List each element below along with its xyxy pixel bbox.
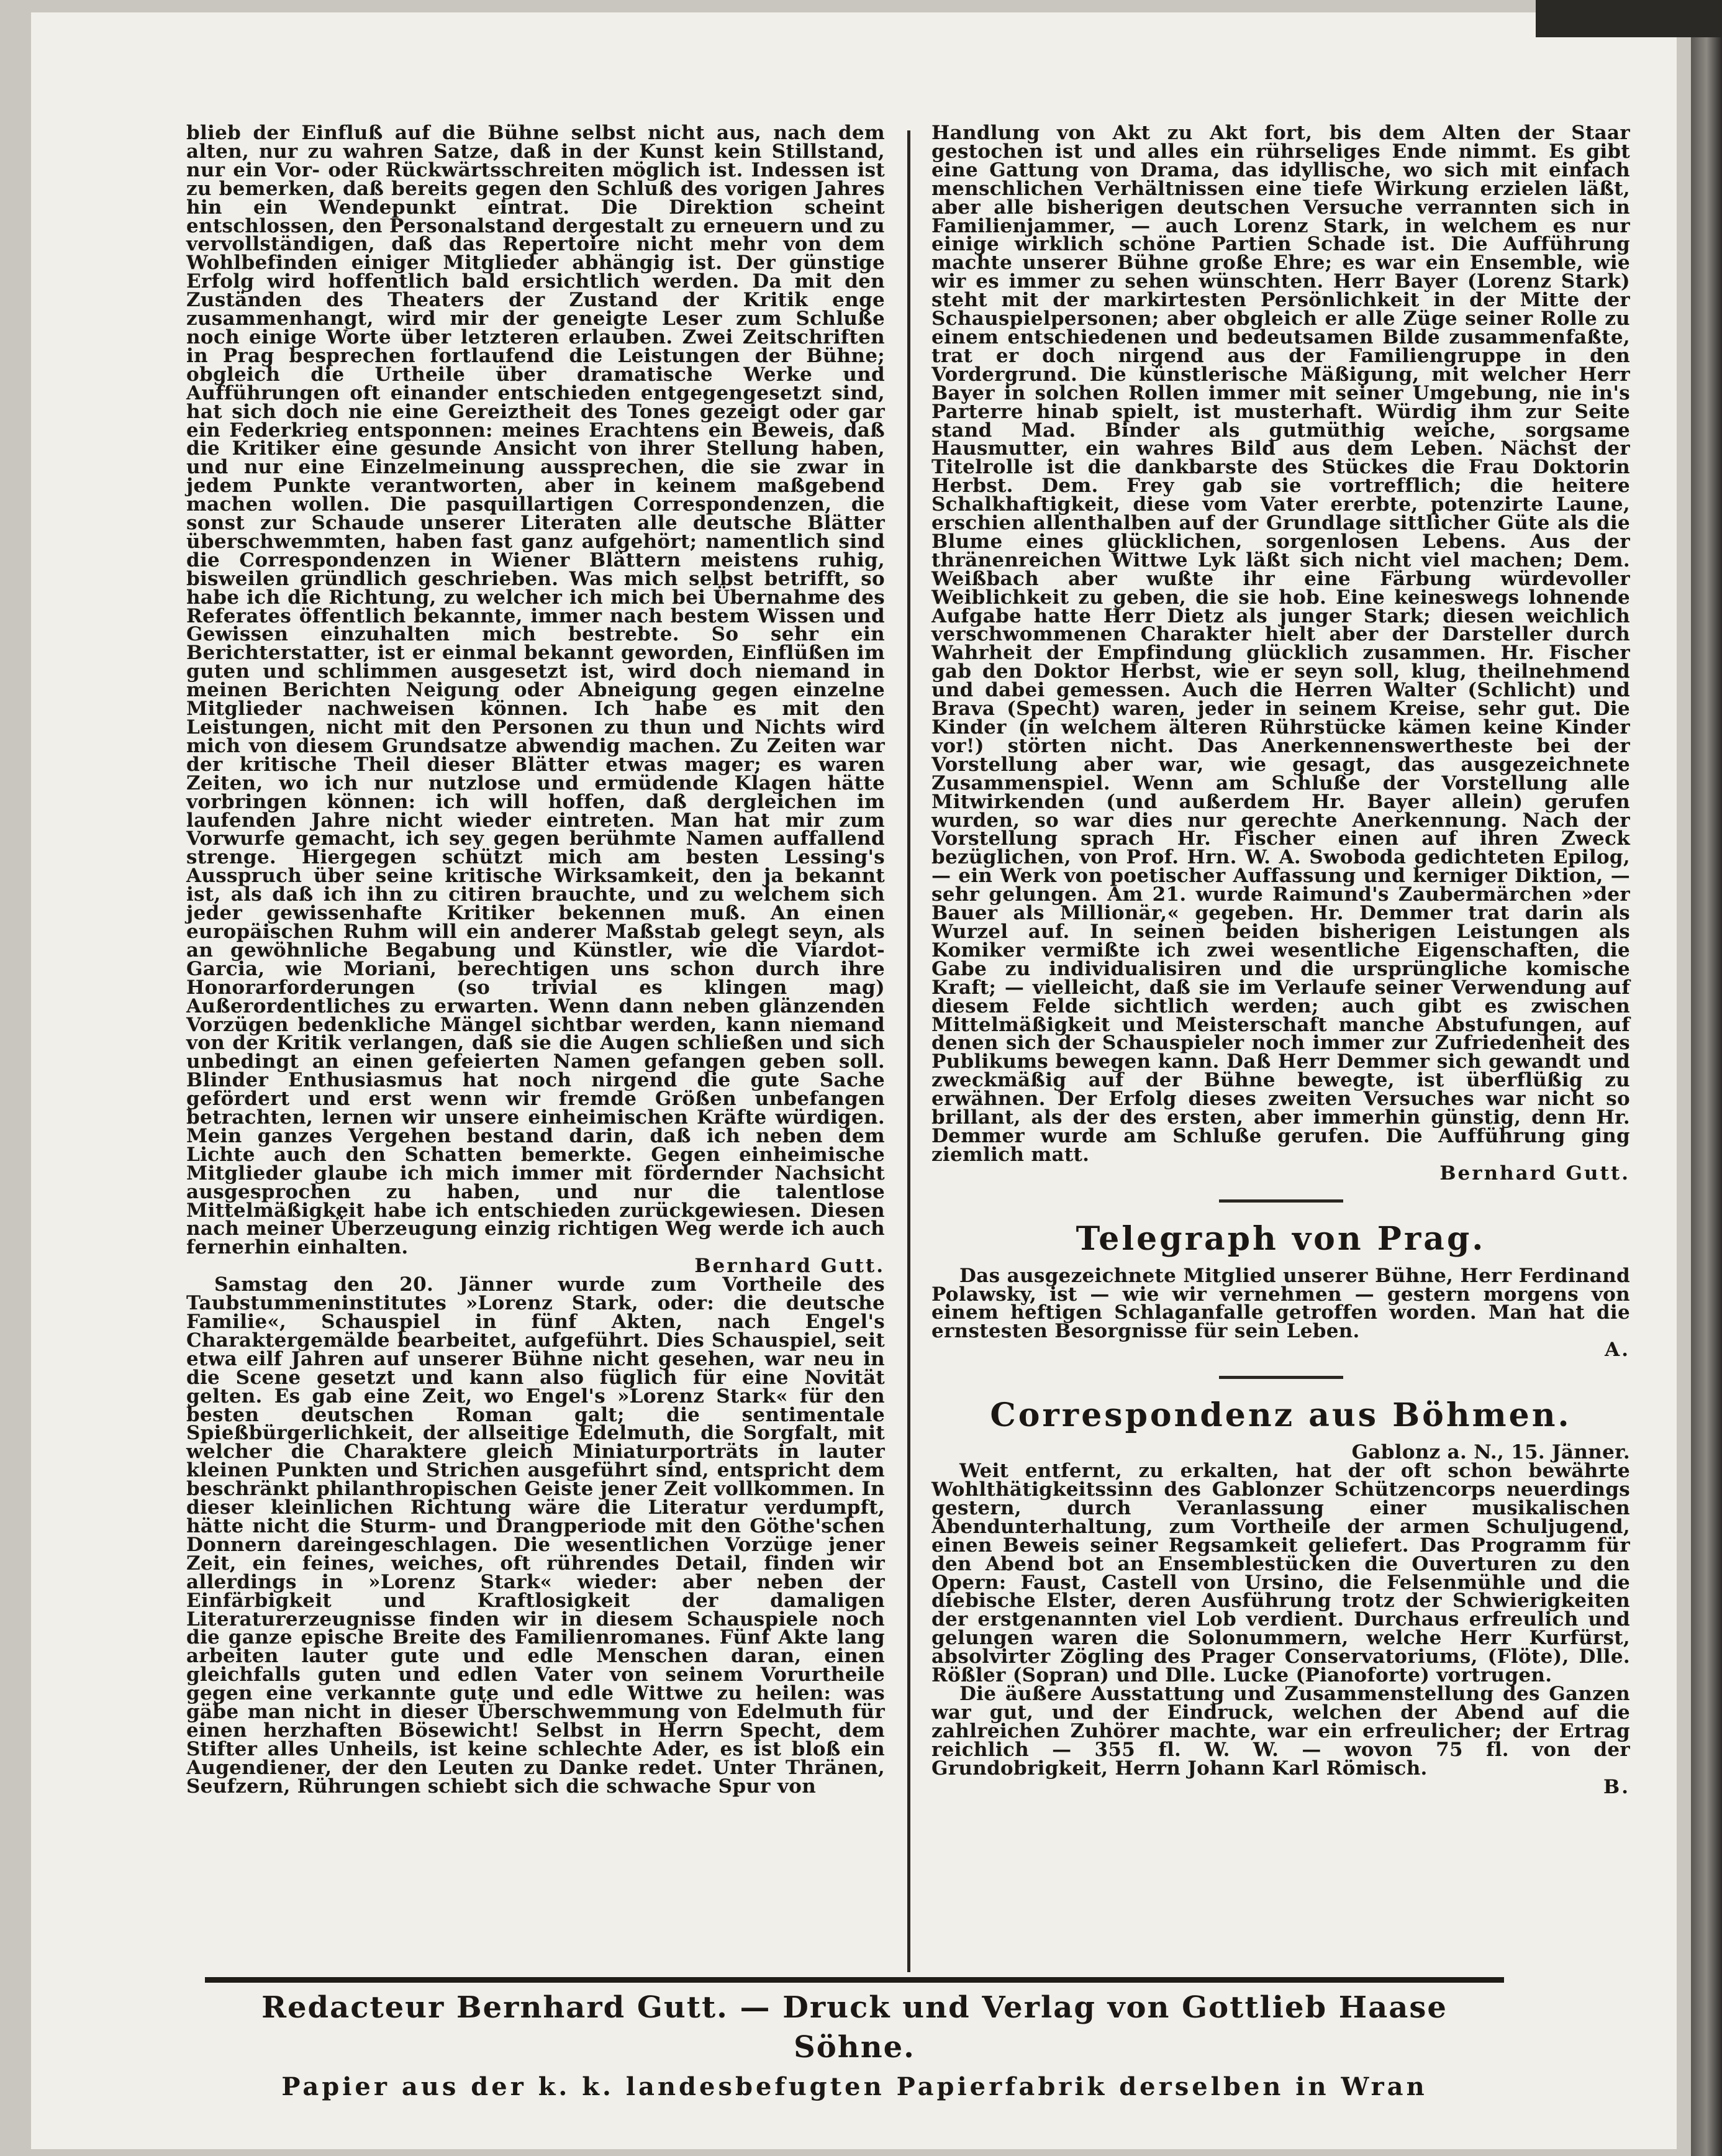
lorenz-stark-review-paragraph: Samstag den 20. Jänner wurde zum Vortheile des Taubstummeninstitutes »Lorenz Stark, oder: die deutsche Familie«, Schauspiel in fünf Akten, nach Engel's Charaktergemälde bearbeitet, aufgeführt. Dies Schauspiel, seit etwa eilf Jahren auf unserer Bühne nicht gesehen, war neu in die Scene gesetzt und kann also füglich für eine Novität gelten. Es gab eine Zeit, wo Engel's »Lorenz Stark« für den besten deutschen Roman galt; die sentimentale Spießbürgerlichkeit, der allseitige Edelmuth, die Sorgfalt, mit welcher die Charaktere gleich Miniaturporträts in lauter kleinen Punkten und Strichen ausgeführt sind, entspricht dem beschränkt philanthropischen Geiste jener Zeit vollkommen. In dieser kleinlichen Richtung wäre die Literatur verdumpft, hätte nicht die Sturm- und Drangperiode mit den Göthe'schen Donnern dareingeschlagen. Die wesentlichen Vorzüge jener Zeit, ein feines, weiches, oft rührendes Detail, finden wir allerdings in »Lorenz Stark« wieder: aber neben der Einfärbigkeit und Kraftlosigkeit der damaligen Literaturerzeugnisse finden wir in diesem Schauspiele noch die ganze epische Breite des Familienromanes. Fünf Akte lang arbeiten lauter gute und edle Menschen daran, einen gleichfalls guten und edlen Vater von seinem Vorurtheile gegen eine verkannte gute und edle Wittwe zu heilen: was gäbe man nicht in dieser Überschwemmung von Edelmuth für einen herzhaften Bösewicht! Selbst in Herrn Specht, dem Stifter alles Unheils, ist keine schlechte Ader, es ist bloß ein Augendiener, der den Leuten zu Danke redet. Unter Thränen, Seufzern, Rührungen schiebt sich die schwache Spur von (186, 1273, 885, 1798)
author-signature: Bernhard Gutt. (1439, 1162, 1630, 1185)
column-divider (907, 130, 910, 1972)
imprint-paper-line: Papier aus der k. k. landesbefugten Papierfabrik derselben in Wran (281, 2072, 1428, 2101)
page-edge (1691, 0, 1722, 2156)
author-signature: Bernhard Gutt. (694, 1255, 885, 1278)
left-column (186, 124, 885, 1796)
imprint (205, 1988, 1504, 2107)
lorenz-stark-review-continued: Handlung von Akt zu Akt fort, bis dem Alten der Staar gestochen ist und alles ein rührseliges Ende nimmt. Es gibt eine Gattung von Drama, das idyllische, wo sich mit einfach menschlichen Verhältnissen eine tiefe Wirkung erzielen läßt, aber alle bisherigen deutschen Versuche verrannten sich in Familienjammer, — auch Lorenz Stark, in welchem es nur einige wirklich schöne Partien Schade ist. Die Aufführung machte unserer Bühne große Ehre; es war ein Ensemble, wie wir es immer zu sehen wünschten. Herr Bayer (Lorenz Stark) steht mit der markirtesten Persönlichkeit in der Mitte der Schauspielpersonen; aber obgleich er alle Züge seiner Rolle zu einem entschiedenen und bedeutsamen Bilde zusammenfaßte, trat er doch nirgend aus der Familiengruppe in den Vordergrund. Die künstlerische Mäßigung, mit welcher Herr Bayer in solchen Rollen immer mit seiner Umgebung, nie in's Parterre hinab spielt, ist musterhaft. Würdig ihm zur Seite stand Mad. Binder als gutmüthig weiche, sorgsame Hausmutter, ein wahres Bild aus dem Leben. Nächst der Titelrolle ist die dankbarste des Stückes die Frau Doktorin Herbst. Dem. Frey gab sie vortrefflich; die heitere Schalkhaftigkeit, diese vom Vater ererbte, potenzirte Laune, erschien allenthalben auf der Grundlage sittlicher Güte als die Blume eines glücklichen, sorgenlosen Lebens. Aus der thränenreichen Wittwe Lyk läßt sich nicht viel machen; Dem. Weißbach aber wußte ihr eine Färbung würdevoller Weiblichkeit zu geben, die sie hob. Eine keineswegs lohnende Aufgabe hatte Herr Dietz als junger Stark; diesen weichlich verschwommenen Charakter hielt aber der Darsteller durch Wahrheit der Empfindung glücklich zusammen. Hr. Fischer gab den Doktor Herbst, wie er seyn soll, klug, theilnehmend und dabei gemessen. Auch die Herren Walter (Schlicht) und Brava (Specht) waren, jeder in seinem Kreise, sehr gut. Die Kinder (in welchem älteren Rührstücke kämen keine Kinder vor!) störten nicht. Das Anerkennenswertheste bei der Vorstellung aber war, wie gesagt, das ausgezeichnete Zusammenspiel. Wenn am Schluße der Vorstellung alle Mitwirkenden (und außerdem Hr. Bayer allein) gerufen wurden, so war dies nur gerechte Anerkennung. Nach der Vorstellung sprach Hr. Fischer einen auf ihren Zweck bezüglichen, von Prof. Hrn. W. A. Swoboda gedichteten Epilog, — ein Werk von poetischer Auffassung und kerniger Diktion, — sehr gelungen. Am 21. wurde Raimund's Zaubermärchen »der Bauer als Millionär,« gegeben. Hr. Demmer trat darin als Wurzel auf. In seinen beiden bisherigen Leistungen als Komiker vermißte ich zwei wesentliche Eigenschaften, die Gabe zu individualisiren und die ursprüngliche komische Kraft; — vielleicht, daß sie im Verlaufe seiner Verwendung auf diesem Felde sichtlich werden; auch gibt es zwischen Mittelmäßigkeit und Meisterschaft manche Abstufungen, auf denen sich der Schauspieler noch immer zur Zufriedenheit des Publikums bewegen kann. Daß Herr Demmer sich gewandt und zweckmäßig auf der Bühne bewegte, ist überflüßig zu erwähnen. Der Erfolg dieses zweiten Versuches war nicht so brillant, als der des ersten, aber immerhin günstig, denn Hr. Demmer wurde am Schluße gerufen. Die Aufführung ging ziemlich matt. (931, 122, 1630, 1166)
correspondence-heading: Correspondenz aus Böhmen. (990, 1396, 1572, 1435)
telegraph-heading: Telegraph von Prag. (1076, 1219, 1486, 1258)
telegraph-body: Das ausgezeichnete Mitglied unserer Bühne, Herr Ferdinand Polawsky, ist — wie wir vernehmen — gestern morgens von einem heftigen Schlaganfalle getroffen worden. Man hat die ernstesten Besorgnisse für sein Leben. (931, 1264, 1630, 1343)
page-edge-top (1536, 0, 1722, 37)
theatre-critique-paragraph: blieb der Einfluß auf die Bühne selbst nicht aus, nach dem alten, nur zu wahren Satze, daß in der Kunst kein Stillstand, nur ein Vor- oder Rückwärtsschreiten möglich ist. Indessen ist zu bemerken, daß bereits gegen den Schluß des vorigen Jahres hin ein Wendepunkt eintrat. Die Direktion scheint entschlossen, den Personalstand dergestalt zu erneuern und zu vervollständigen, daß das Repertoire nicht mehr von dem Wohlbefinden einiger Mitglieder abhängig ist. Der günstige Erfolg wird hoffentlich bald ersichtlich werden. Da mit den Zuständen des Theaters der Zustand der Kritik enge zusammenhangt, wird mir der geneigte Leser zum Schluße noch einige Worte über letzteren erlauben. Zwei Zeitschriften in Prag besprechen fortlaufend die Leistungen der Bühne; obgleich die Urtheile über dramatische Werke und Aufführungen oft einander entschieden entgegengesetzt sind, hat sich doch nie eine Gereiztheit des Tones gezeigt oder gar ein Federkrieg entsponnen: meines Erachtens ein Beweis, daß die Kritiker eine gesunde Ansicht von ihrer Stellung haben, und nur eine Einzelmeinung aussprechen, die sie zwar in jedem Punkte verantworten, aber in keinem maßgebend machen wollen. Die pasquillartigen Correspondenzen, die sonst zur Schaude unserer Literaten alle deutsche Blätter überschwemmten, haben fast ganz aufgehört; namentlich sind die Correspondenzen in Wiener Blättern meistens ruhig, bisweilen gründlich geschrieben. Was mich selbst betrifft, so habe ich die Richtung, zu welcher ich mich bei Übernahme des Referates öffentlich bekannte, immer nach bestem Wissen und Gewissen einzuhalten mich bestrebte. So sehr ein Berichterstatter, ist er einmal bekannt geworden, Einflüßen im guten und schlimmen ausgesetzt ist, wird doch niemand in meinen Berichten Neigung oder Abneigung gegen einzelne Mitglieder nachweisen können. Ich habe es mit den Leistungen, nicht mit den Personen zu thun und Nichts wird mich von diesem Grundsatze abwendig machen. Zu Zeiten war der kritische Theil dieser Blätter etwas mager; es waren Zeiten, wo ich nur nutzlose und ermüdende Klagen hätte vorbringen können: ich will hoffen, daß dergleichen im laufenden Jahre nicht wieder eintreten. Man hat mir zum Vorwurfe gemacht, ich sey gegen berühmte Namen auffallend strenge. Hiergegen schützt mich am besten Lessing's Ausspruch über seine kritische Wirksamkeit, den ja bekannt ist, als daß ich ihn zu citiren brauchte, und zu welchem sich jeder gewissenhafte Kritiker bekennen muß. An einen europäischen Ruhm will ein anderer Maßstab gelegt seyn, als an gewöhnliche Begabung und Künstler, wie die Viardot-Garcia, wie Moriani, berechtigen uns schon durch ihre Honorarforderungen (so trivial es klingen mag) Außerordentliches zu erwarten. Wenn dann neben glänzenden Vorzügen bedenkliche Mängel sichtbar werden, kann niemand von der Kritik verlangen, daß sie die Augen schließen und sich unbedingt an einen gefeierten Namen gefangen geben soll. Blinder Enthusiasmus hat noch nirgend die gute Sache gefördert und erst wenn wir fremde Größen unbefangen betrachten, lernen wir unsere einheimischen Kräfte würdigen. Mein ganzes Vergehen bestand darin, daß ich neben dem Lichte auch den Schatten bemerkte. Gegen einheimische Mitglieder glaube ich mich immer mit fördernder Nachsicht ausgesprochen zu haben, und nur die talentlose Mittelmäßigkeit habe ich entschieden zurückgewiesen. Diesen nach meiner Überzeugung einzig richtigen Weg werde ich auch fernerhin einhalten. (186, 122, 885, 1259)
imprint-rule (205, 1977, 1504, 1983)
correspondence-body: Weit entfernt, zu erkalten, hat der oft schon bewährte Wohlthätigkeitssinn des Gablonzer Schützencorps neuerdings gestern, durch Veranlassung einer musikalischen Abendunterhaltung, zum Vortheile der armen Schuljugend, einen Beweis seiner Regsamkeit geliefert. Das Programm für den Abend bot an Ensemblestücken die Ouverturen zu den Opern: Faust, Castell von Ursino, die Felsenmühle und die diebische Elster, deren Ausführung trotz der Schwierigkeiten der erstgenannten viel Lob verdient. Durchaus erfreulich und gelungen waren die Solonummern, welche Herr Kurfürst, absolvirter Zögling des Prager Conservatoriums, (Flöte), Dlle. Rößler (Sopran) und Dlle. Lucke (Pianoforte) vortrugen. (931, 1460, 1630, 1687)
right-column (931, 124, 1630, 1796)
correspondence-signature: B. (1603, 1775, 1630, 1798)
section-divider (1219, 1199, 1343, 1203)
correspondence-dateline: Gablonz a. N., 15. Jänner. (1351, 1441, 1630, 1464)
telegraph-signature: A. (1605, 1339, 1630, 1362)
section-divider (1219, 1376, 1343, 1379)
correspondence-body-2: Die äußere Ausstattung und Zusammenstellung des Ganzen war gut, und der Eindruck, welchen der Abend auf die zahlreichen Zuhörer machte, war ein erfreulicher; der Ertrag reichlich — 355 fl. W. W. — wovon 75 fl. von der Grundobrigkeit, Herrn Johann Karl Römisch. (931, 1682, 1630, 1780)
imprint-editor-line: Redacteur Bernhard Gutt. — Druck und Verlag von Gottlieb Haase Söhne. (261, 1990, 1448, 2065)
